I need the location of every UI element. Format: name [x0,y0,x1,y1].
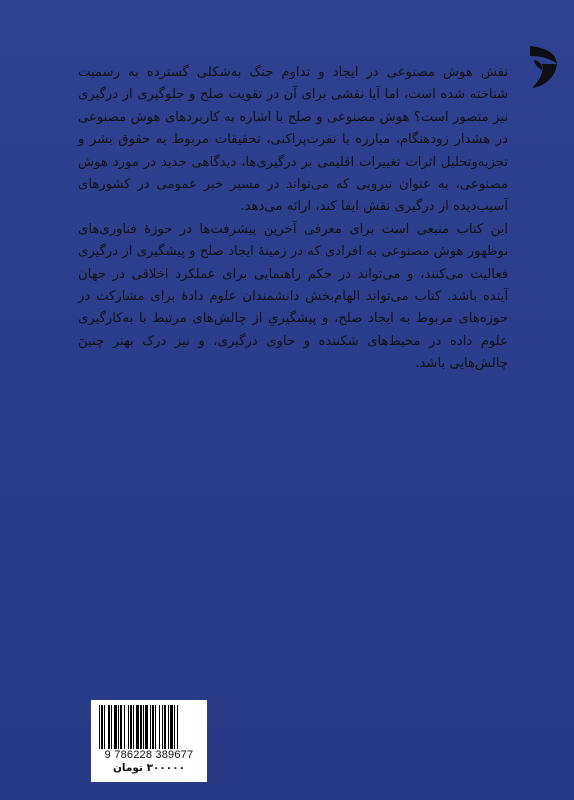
barcode-label [91,700,207,782]
barcode [99,705,199,749]
isbn-number: 9 786228 389677 [104,749,194,761]
back-cover-blurb [78,62,508,376]
publisher-logo-icon [526,44,560,90]
price-label: ۳۰۰۰۰۰ تومان [112,762,186,774]
blurb-paragraph-2: این کتاب منبعی است برای معرفی آخرین پیشرفت‌ها در حوزهٔ فناوری‌های نوظهور هوش مصنوعی به افرادی که در زمینهٔ ایجاد صلح و پیشگیری از درگیری فعالیت می‌کنند، و می‌تواند در حکم راهنمایی برای عملکرد اخلاقی در جهان آینده باشد. کتاب می‌تواند الهام‌بخش دانشمندان علوم دادهٔ برای مشارکت در حوزه‌های مربوط به ایجاد صلح، و پیشگیریِ از چالش‌های مرتبط با به‌کارگیری علوم داده در محیط‌های شکننده و حاوی درگیری، و نیز درک بهتر چنینَ چالش‌هایی باشد. [78,221,508,372]
blurb-paragraph-1: نقش هوش مصنوعی در ایجاد و تداوم جنگ به‌شکلی گسترده به رسمیت شناخته شده است، اما آیا نقشی برای آن در تقویت صلح و جلوگیری از درگیری نیز متصور است؟ هوش مصنوعی و صلح با اشاره به کاربردهای هوش مصنوعی در هشدار زودهنگام، مبارزه با نفرت‌پراکنی، تحقیقات مربوط به حقوق بشر و تجزیه‌وتحلیل اثرات تغییرات اقلیمی بر درگیری‌ها، دیدگاهی جدید در مورد هوش مصنوعی، به عنوان نیرویی که می‌تواند در مسیر خیر عمومی در کشورهای آسیب‌دیده از درگیری نقش ایفا کند، ارائه می‌دهد. [78,65,508,215]
